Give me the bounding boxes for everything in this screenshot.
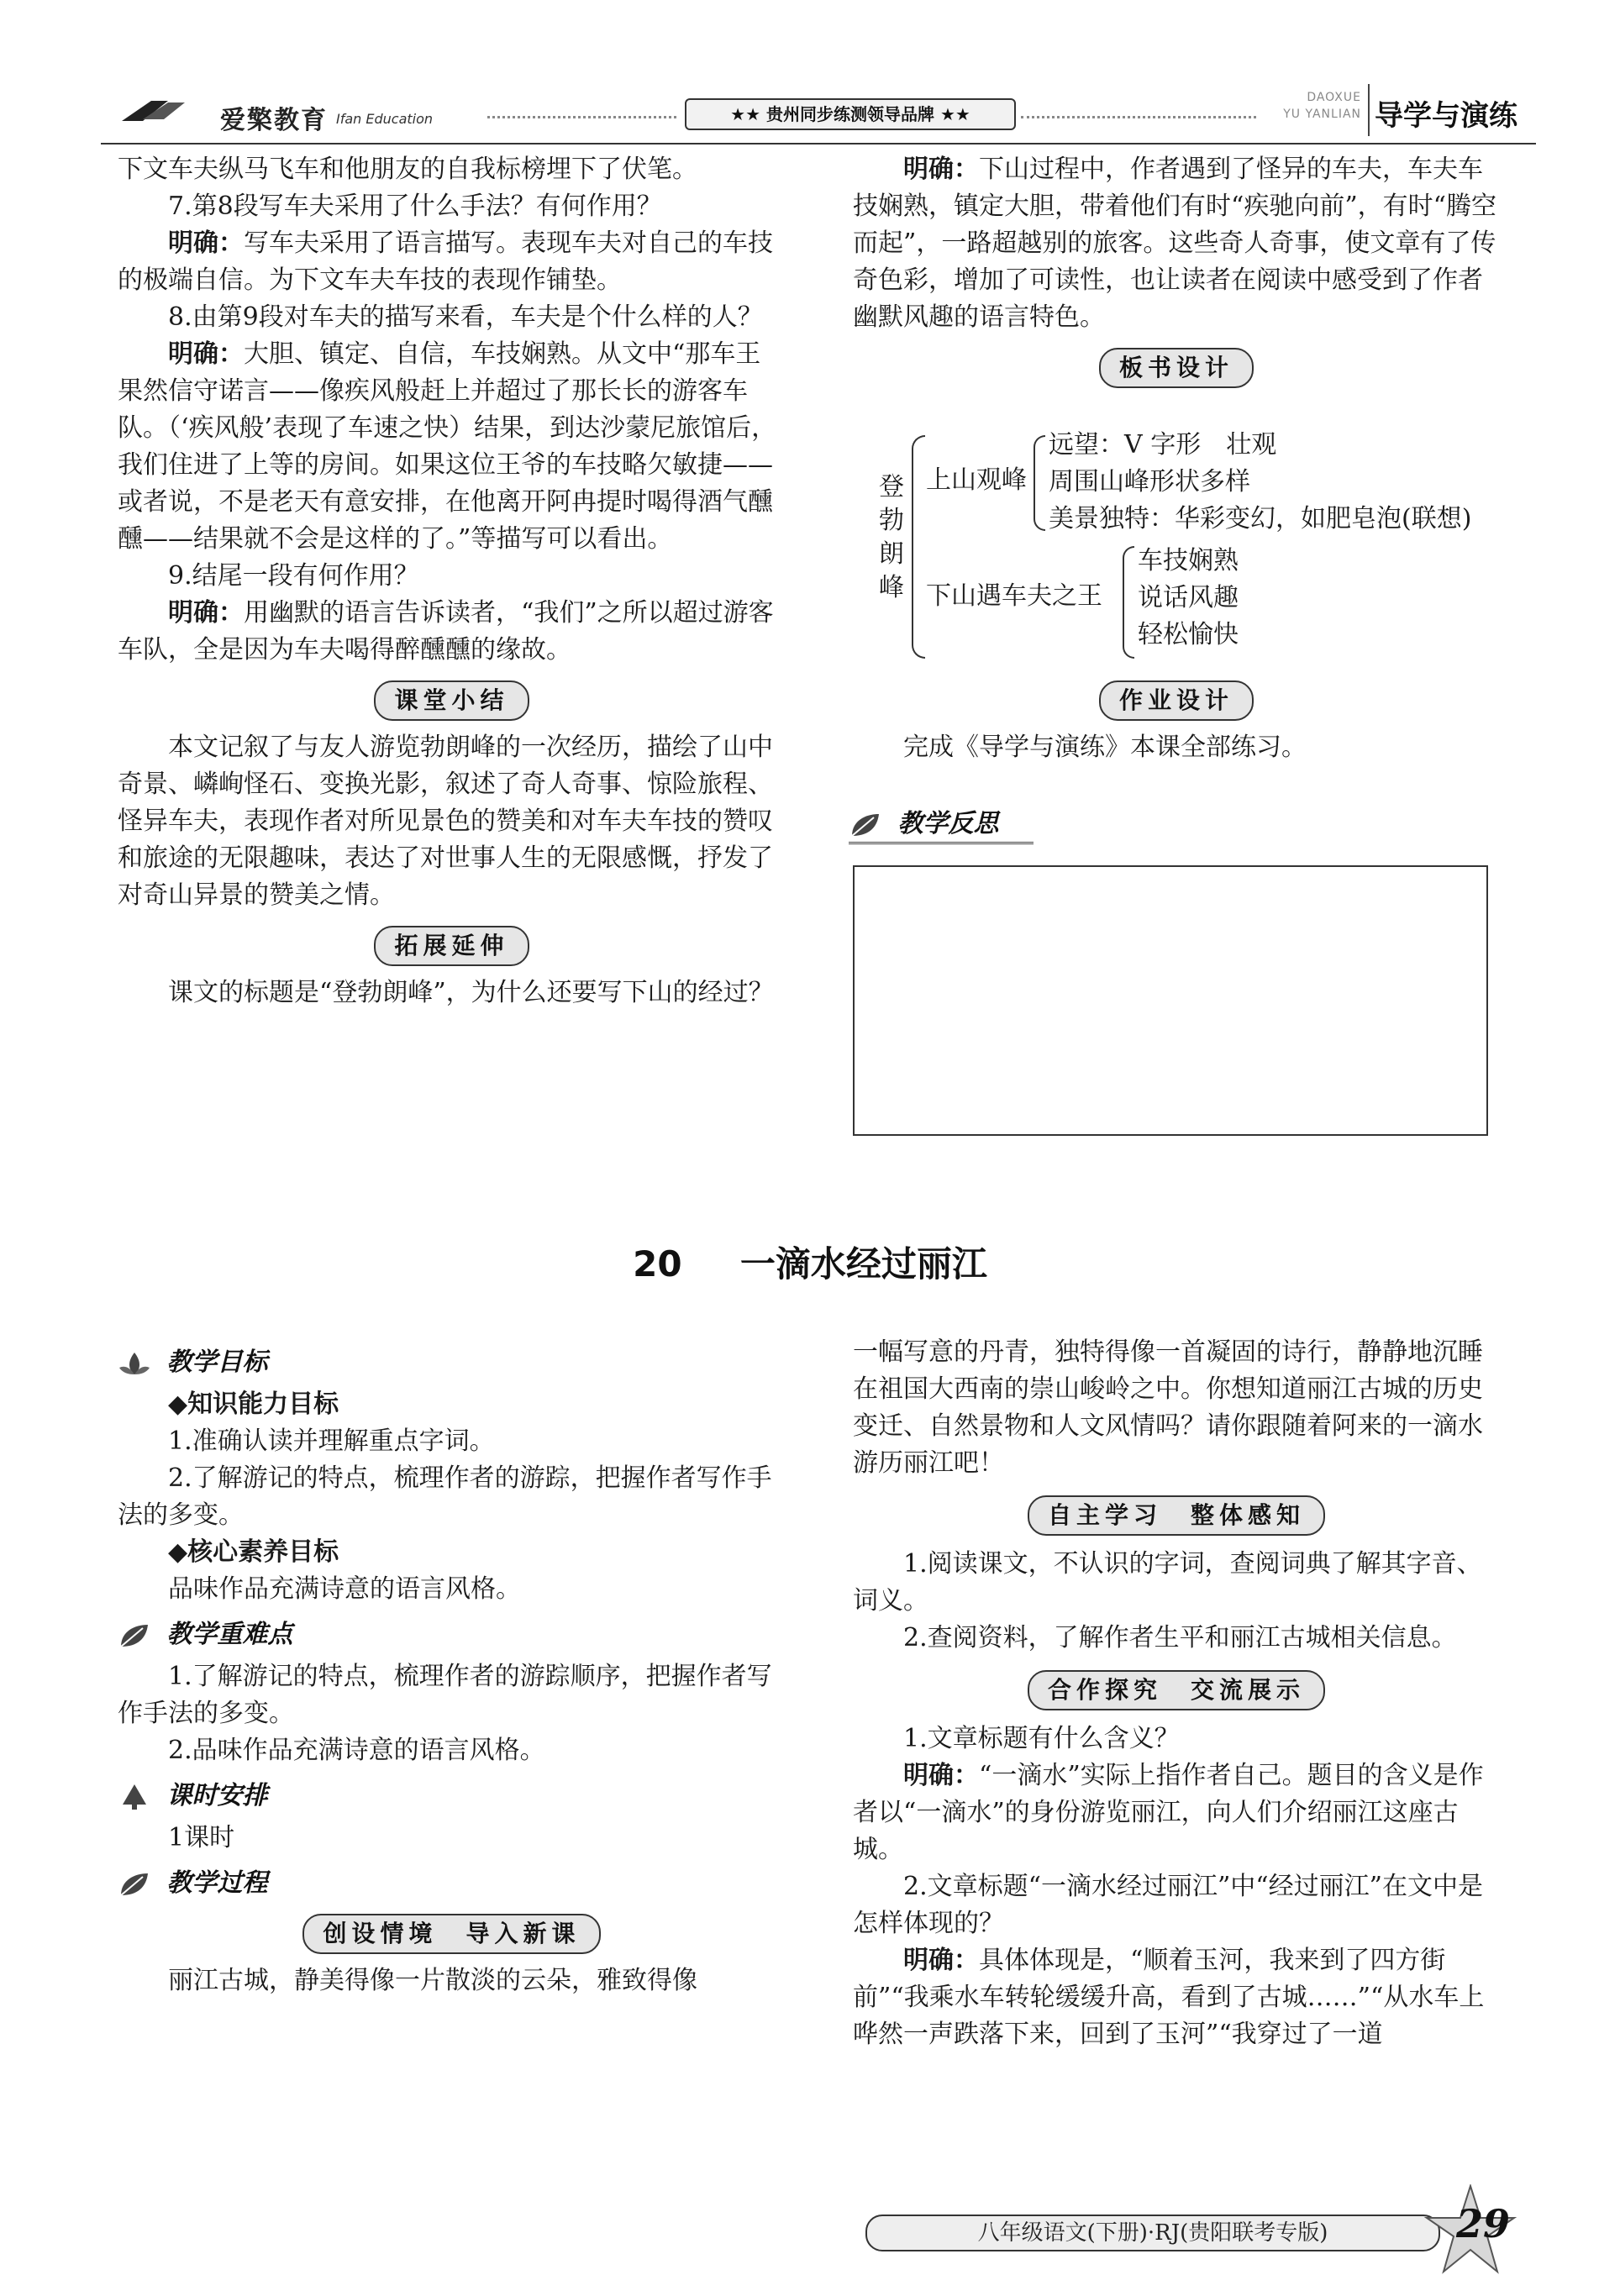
answer-label: 明确： (168, 229, 244, 258)
extend-heading-wrap (118, 926, 786, 966)
time-text: 1课时 (168, 1823, 235, 1852)
goal-item: 2.了解游记的特点，梳理作者的游踪，把握作者写作手法的多变。 (118, 1463, 772, 1530)
coop-question-2: 2.文章标题“一滴水经过丽江”中“经过丽江”在文中是怎样体现的？ (853, 1872, 1483, 1938)
time-heading: 课时安排 (166, 1781, 268, 1810)
answer-8 (118, 336, 786, 558)
header-separator (1368, 84, 1370, 136)
intro-heading-wrap (118, 1914, 786, 1954)
goal-item: 1.准确认读并理解重点字词。 (168, 1426, 495, 1456)
answer-label: 明确： (168, 598, 244, 628)
answer-label: 明确： (903, 1761, 979, 1790)
paragraph: 下文车夫纵马飞车和他朋友的自我标榜埋下了伏笔。 (118, 155, 697, 184)
question-8: 8.由第9段对车夫的描写来看，车夫是个什么样的人？ (168, 302, 763, 332)
answer-text: 大胆、镇定、自信，车技娴熟。从文中“那车王果然信守诺言——像疾风般赶上并超过了那长长的游客车队。（‘疾风般’表现了车速之快）结果，到达沙蒙尼旅馆后，我们住进了上等的房间。如果这位王爷的车技略欠敏捷——或者说，不是老天有意安排，在他离开阿冉提时喝得酒气醺醺——结果就不会是这样的了。”等描写可以看出。 (118, 339, 777, 554)
brand-logo-icon (118, 94, 210, 128)
book-title: 导学与演练 (1375, 99, 1517, 133)
header-badge: ★★ 贵州同步练测领导品牌 ★★ (685, 98, 1016, 130)
answer-7 (118, 225, 786, 299)
root-bracket (912, 435, 925, 659)
coop-heading: 合作探究 交流展示 (1028, 1670, 1325, 1710)
coop-heading-wrap (853, 1670, 1500, 1710)
extend-heading: 拓展延伸 (374, 926, 529, 966)
root-char: 勃 (879, 506, 904, 535)
branch-1-item: 远望：V 字形 壮观 (1049, 430, 1277, 460)
header-pinyin (1260, 89, 1361, 123)
branch-1-item: 美景独特：华彩变幻，如肥皂泡(联想) (1049, 504, 1472, 533)
branch-1-bracket (1034, 435, 1045, 531)
answer-label: 明确： (903, 1946, 979, 1975)
goals-heading-wrap (118, 1344, 786, 1381)
pinyin-line-2: YU YANLIAN (1283, 108, 1361, 121)
goal-item: 品味作品充满诗意的语言风格。 (168, 1574, 521, 1604)
process-heading-wrap (118, 1865, 786, 1902)
brand-name-en: Ifan Education (336, 111, 434, 127)
self-item: 2.查阅资料，了解作者生平和丽江古城相关信息。 (903, 1623, 1457, 1652)
branch-2-bracket (1123, 546, 1134, 659)
board-heading-wrap (853, 348, 1500, 388)
reflection-underline (849, 842, 1034, 844)
homework-heading-wrap (853, 680, 1500, 721)
answer-9 (118, 595, 786, 669)
lotus-icon (118, 1349, 151, 1378)
homework-heading: 作业设计 (1099, 680, 1254, 721)
reflection-box (853, 865, 1488, 1136)
brand-name: 爱檠教育 (220, 106, 328, 135)
answer-text: “一滴水”实际上指作者自己。题目的含义是作者以“一滴水”的身份游览丽江，向人们介绍丽江这座古城。 (853, 1761, 1484, 1864)
summary-heading: 课堂小结 (374, 680, 529, 721)
summary-heading-wrap (118, 680, 786, 721)
reflection-heading: 教学反思 (897, 809, 999, 838)
right-column-bottom (853, 1334, 1500, 2053)
process-heading: 教学过程 (166, 1868, 268, 1898)
header-rule (101, 143, 1536, 144)
leaf-icon (118, 1870, 151, 1899)
board-heading: 板书设计 (1099, 348, 1254, 388)
summary-text: 本文记叙了与友人游览勃朗峰的一次经历，描绘了山中奇景、嶙峋怪石、变换光影，叙述了奇人奇事、惊险旅程、怪异车夫，表现作者对所见景色的赞美和对车夫车技的赞叹和旅途的无限趣味，表达了对世事人生的无限感慨，抒发了对奇山异景的赞美之情。 (118, 733, 773, 910)
answer-label: 明确： (168, 339, 244, 369)
self-heading-wrap (853, 1495, 1500, 1536)
leaf-icon (849, 811, 882, 839)
question-7: 7.第8段写车夫采用了什么手法？有何作用？ (168, 192, 662, 221)
homework-section (853, 680, 1500, 766)
branch-1: 上山观峰 (926, 465, 1027, 495)
answer-text: 写车夫采用了语言描写。表现车夫对自己的车技的极端自信。为下文车夫车技的表现作铺垫。 (118, 229, 773, 295)
leaf-icon (118, 1621, 151, 1650)
lesson-title (0, 1237, 1620, 1287)
branch-2-item: 轻松愉快 (1138, 620, 1239, 649)
key-heading-wrap (118, 1616, 786, 1653)
header-divider (1021, 116, 1256, 118)
pinyin-line-1: DAOXUE (1307, 91, 1361, 104)
tree-icon (118, 1783, 151, 1811)
answer-extend (853, 151, 1500, 336)
answer-text: 具体体现是，“顺着玉河，我来到了四方街前”“我乘水车转轮缓缓升高，看到了古城……”“从水车上哗然一声跌落下来，回到了玉河”“我穿过了一道 (853, 1946, 1485, 2049)
self-study-heading: 自主学习 整体感知 (1028, 1495, 1325, 1536)
answer-label: 明确： (903, 155, 979, 184)
reflection-heading-wrap (849, 802, 998, 839)
intro-text: 丽江古城，静美得像一片散淡的云朵，雅致得像 (168, 1966, 697, 1995)
lesson-name: 一滴水经过丽江 (739, 1243, 987, 1285)
key-item: 2.品味作品充满诗意的语言风格。 (168, 1736, 545, 1765)
root-char: 峰 (879, 573, 904, 602)
coop-answer-1 (853, 1757, 1500, 1868)
branch-2-item: 车技娴熟 (1138, 546, 1239, 575)
question-9: 9.结尾一段有何作用？ (168, 561, 419, 591)
self-item: 1.阅读课文，不认识的字词，查阅词典了解其字音、词义。 (853, 1549, 1482, 1616)
answer-text: 下山过程中，作者遇到了怪异的车夫，车夫车技娴熟，镇定大胆，带着他们有时“疾驰向前”，有时“腾空而起”，一路超越别的旅客。这些奇人奇事，使文章有了传奇色彩，增加了可读性，也让读者在阅读中感受到了作者幽默风趣的语言特色。 (853, 155, 1497, 332)
root-char: 登 (879, 472, 904, 502)
header-divider (487, 116, 676, 118)
goals-sub-2: ◆核心素养目标 (168, 1537, 339, 1567)
branch-2: 下山遇车夫之王 (926, 581, 1102, 611)
answer-text: 用幽默的语言告诉读者，“我们”之所以超过游客车队，全是因为车夫喝得醉醺醺的缘故。 (118, 598, 774, 665)
board-design (865, 428, 1504, 664)
footer-bar: 八年级语文(下册)·RJ(贵阳联考专版) (865, 2215, 1440, 2251)
intro-continued: 一幅写意的丹青，独特得像一首凝固的诗行，静静地沉睡在祖国大西南的崇山峻岭之中。你想知道丽江古城的历史变迁、自然景物和人文风情吗？请你跟随着阿来的一滴水游历丽江吧！ (853, 1337, 1483, 1478)
root-char: 朗 (879, 539, 904, 569)
key-item: 1.了解游记的特点，梳理作者的游踪顺序，把握作者写作手法的多变。 (118, 1662, 772, 1728)
coop-question-1: 1.文章标题有什么含义？ (903, 1724, 1180, 1753)
lesson-number: 20 (633, 1243, 682, 1285)
key-heading: 教学重难点 (166, 1620, 293, 1649)
goals-heading: 教学目标 (166, 1348, 268, 1377)
left-column-bottom (118, 1344, 786, 1999)
intro-heading: 创设情境 导入新课 (302, 1914, 600, 1954)
page-number: 29 (1456, 2201, 1511, 2246)
branch-2-item: 说话风趣 (1138, 583, 1239, 612)
branch-1-item: 周围山峰形状多样 (1049, 467, 1250, 497)
right-column-top (853, 151, 1500, 393)
time-heading-wrap (118, 1778, 786, 1815)
left-column-top (118, 151, 786, 1011)
homework-text: 完成《导学与演练》本课全部练习。 (903, 733, 1307, 762)
board-root (877, 470, 906, 605)
coop-answer-2 (853, 1942, 1500, 2053)
extend-text: 课文的标题是“登勃朗峰”，为什么还要写下山的经过？ (168, 978, 774, 1007)
goals-sub-1: ◆知识能力目标 (168, 1390, 339, 1419)
